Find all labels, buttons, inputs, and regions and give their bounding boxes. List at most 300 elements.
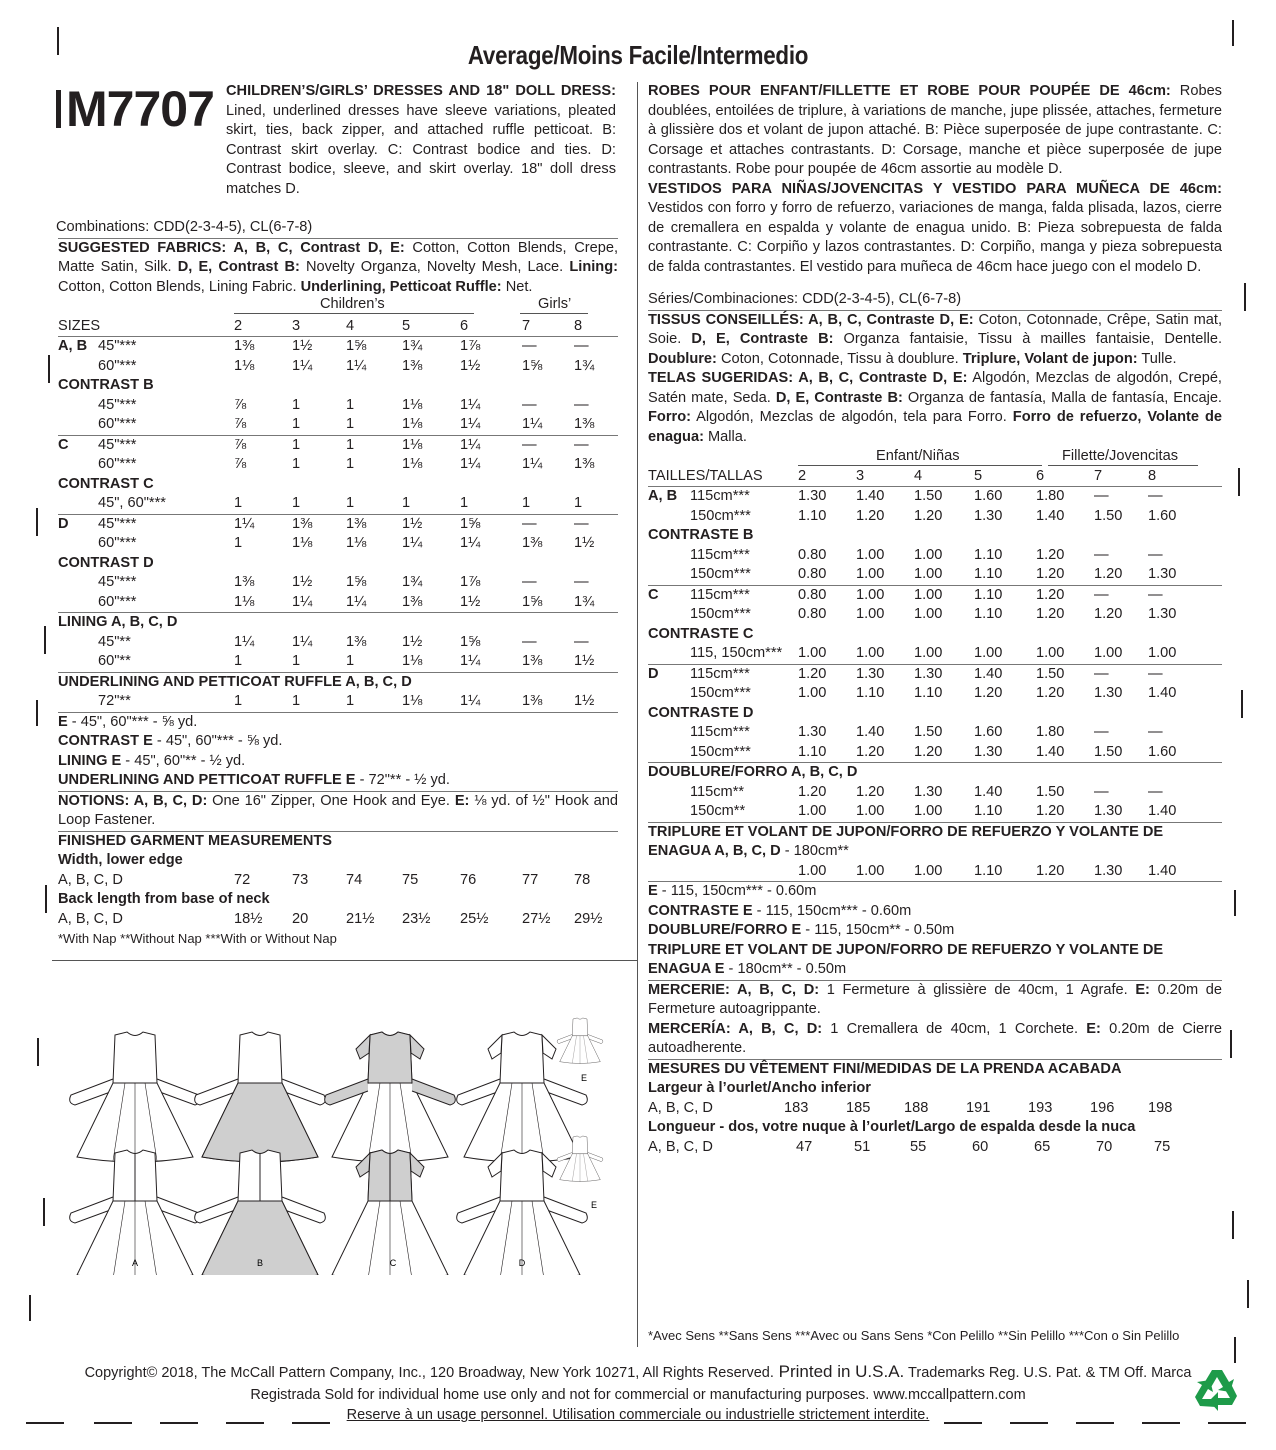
- row-heading: DOUBLURE/FORRO A, B, C, D: [648, 762, 1222, 783]
- row-width: 115, 150cm***: [690, 645, 783, 661]
- cell-value: 1: [346, 396, 355, 413]
- group-children-label: Children’s: [320, 296, 385, 312]
- cell-value: 78: [574, 871, 591, 888]
- cell-value: —: [1094, 724, 1109, 740]
- cell-value: 1.00: [914, 803, 943, 819]
- cell-value: 1: [574, 495, 583, 511]
- cell-value: 1: [346, 416, 355, 432]
- table-row: [648, 743, 1222, 763]
- largeur-row: [648, 1099, 1222, 1119]
- cell-value: 1.30: [914, 783, 943, 800]
- cell-value: 1⅜: [346, 633, 367, 650]
- e-line: CONTRAST E - 45", 60"*** - ⅝ yd.: [58, 733, 283, 749]
- cell-value: 1.00: [1148, 645, 1177, 661]
- cell-value: 2: [798, 467, 807, 484]
- cell-value: 65: [1034, 1138, 1051, 1155]
- cell-value: 1.40: [856, 488, 885, 504]
- cell-value: 1.40: [856, 724, 885, 740]
- cell-value: 1⅝: [522, 593, 543, 610]
- footer-line-3: Reserve à un usage personnel. Utilisation commerciale ou industrielle strictement interdite.: [346, 1407, 930, 1423]
- cell-value: 1½: [574, 653, 595, 669]
- cell-value: 1.20: [1036, 566, 1065, 582]
- row-width: 115cm***: [690, 546, 750, 563]
- cell-value: 1.30: [974, 507, 1003, 524]
- cell-value: 1.40: [1036, 507, 1065, 524]
- row-view: D: [58, 515, 69, 532]
- back-view-a: [70, 1150, 201, 1275]
- table-row: [648, 644, 1222, 664]
- cell-value: 1.20: [1036, 546, 1065, 563]
- cell-value: 1: [346, 495, 355, 511]
- cell-value: 1.20: [1036, 862, 1065, 879]
- finished-measurements-title: FINISHED GARMENT MEASUREMENTS: [58, 831, 618, 852]
- cell-value: ⅞: [234, 416, 247, 432]
- cell-value: 1.30: [1094, 803, 1123, 819]
- cell-value: 1.00: [856, 546, 885, 563]
- table-row: [648, 664, 1222, 685]
- cell-value: —: [574, 633, 589, 650]
- table-row: [648, 862, 1222, 882]
- cell-value: ⅞: [234, 436, 247, 453]
- cell-value: 6: [460, 317, 469, 334]
- cell-value: 1¼: [234, 633, 255, 650]
- cell-value: 1.30: [974, 743, 1003, 760]
- cell-value: 1¼: [460, 416, 481, 432]
- cell-value: 1: [292, 416, 301, 432]
- cell-value: 1: [522, 495, 531, 511]
- cell-value: 73: [292, 871, 309, 888]
- cell-value: —: [1094, 546, 1109, 563]
- cell-value: 1.50: [914, 724, 943, 740]
- cell-value: 1.00: [974, 645, 1003, 661]
- row-width: 60"***: [98, 357, 137, 374]
- cell-value: 1: [234, 693, 243, 709]
- cell-value: 1¼: [402, 535, 423, 551]
- cell-value: —: [1148, 488, 1163, 504]
- cell-value: 1⅜: [522, 693, 543, 709]
- row-width: 115cm**: [690, 783, 745, 800]
- table-row: [58, 455, 618, 475]
- cell-value: 1⅛: [346, 535, 367, 551]
- cell-value: 1.00: [856, 645, 885, 661]
- cell-value: 1.50: [1094, 743, 1123, 760]
- cell-value: 1.40: [1036, 743, 1065, 760]
- cell-value: 191: [966, 1099, 991, 1116]
- cell-value: 1: [234, 653, 243, 669]
- cell-value: 1⅜: [346, 515, 367, 532]
- cell-value: 1¼: [522, 456, 543, 472]
- cell-value: 1.20: [914, 743, 943, 760]
- cell-value: 5: [974, 467, 983, 484]
- table-row: [58, 652, 618, 672]
- cell-value: 1.30: [856, 665, 885, 682]
- cell-value: 1: [402, 495, 411, 511]
- row-width: 115cm***: [690, 488, 750, 504]
- triplure-heading: TRIPLURE ET VOLANT DE JUPON/FORRO DE REFUERZO Y VOLANTE DE ENAGUA A, B, C, D - 180cm**: [648, 822, 1222, 862]
- front-view-c: [325, 1032, 456, 1163]
- table-row: [58, 336, 618, 357]
- cell-value: 1½: [460, 593, 481, 610]
- cell-value: 1.00: [856, 862, 885, 879]
- cell-value: 183: [784, 1099, 809, 1116]
- cell-value: 1⅛: [402, 396, 423, 413]
- width-label: Width, lower edge: [58, 852, 183, 868]
- cell-value: 1⅝: [522, 357, 543, 374]
- cell-value: 1.10: [974, 566, 1003, 582]
- cell-value: 1⅛: [234, 593, 255, 610]
- table-row: [58, 593, 618, 613]
- width-row: [58, 871, 618, 891]
- cell-value: 3: [292, 317, 301, 334]
- cell-value: 1: [292, 495, 301, 511]
- row-view: C: [58, 436, 69, 453]
- cell-value: 1.20: [1036, 606, 1065, 622]
- row-width: 45"***: [98, 436, 137, 453]
- cell-value: 1: [346, 653, 355, 669]
- cell-value: 1.30: [1148, 606, 1177, 622]
- table-row: [58, 633, 618, 653]
- cell-value: 2: [234, 317, 243, 334]
- cell-value: 1.00: [914, 606, 943, 622]
- pattern-bar: [56, 90, 61, 128]
- e-line: UNDERLINING AND PETTICOAT RUFFLE E - 72"** - ½ yd.: [58, 772, 450, 788]
- cell-value: 1½: [460, 357, 481, 374]
- cell-value: ⅞: [234, 456, 247, 472]
- cell-value: —: [522, 633, 537, 650]
- cell-value: 1¼: [460, 693, 481, 709]
- cell-value: —: [1148, 586, 1163, 603]
- cell-value: 0.80: [798, 606, 827, 622]
- cell-value: 1.80: [1036, 724, 1065, 740]
- row-view: D: [648, 665, 659, 682]
- e-line: LINING E - 45", 60"** - ½ yd.: [58, 752, 246, 769]
- cell-value: 1½: [292, 574, 313, 590]
- cell-value: 1.20: [798, 783, 827, 800]
- cell-value: 1.00: [856, 803, 885, 819]
- cell-value: 21½: [346, 910, 375, 927]
- cell-value: 1.10: [798, 507, 827, 524]
- e-metrage: [648, 881, 1222, 941]
- row-width: 150cm***: [690, 743, 751, 760]
- row-width: 150cm***: [690, 507, 751, 524]
- row-heading: LINING A, B, C, D: [58, 612, 618, 633]
- cell-value: 1.00: [798, 803, 827, 819]
- cell-value: 1.10: [974, 803, 1003, 819]
- cell-value: 1⅝: [346, 338, 367, 354]
- cell-value: —: [522, 515, 537, 532]
- cell-value: 1.60: [1148, 507, 1177, 524]
- cell-value: —: [574, 515, 589, 532]
- cell-value: 1.60: [974, 724, 1003, 740]
- cell-value: 1.00: [798, 685, 827, 701]
- cell-value: 20: [292, 910, 309, 927]
- cell-value: 198: [1148, 1099, 1173, 1116]
- cell-value: 1.00: [1036, 645, 1065, 661]
- cell-value: 27½: [522, 910, 551, 927]
- row-width: 150cm***: [690, 685, 751, 701]
- column-divider: [637, 82, 638, 1347]
- cell-value: 8: [1148, 467, 1157, 484]
- cell-value: 0.80: [798, 566, 827, 582]
- cell-value: 1¼: [292, 633, 313, 650]
- back-label-a: A: [131, 1258, 139, 1268]
- cell-value: 1.00: [914, 862, 943, 879]
- cell-value: —: [1148, 665, 1163, 682]
- row-width: 45"***: [98, 396, 137, 413]
- table-row: [58, 396, 618, 416]
- cell-value: —: [1148, 724, 1163, 740]
- cell-value: 60: [972, 1138, 989, 1155]
- cell-value: 1: [292, 396, 301, 413]
- cell-value: 23½: [402, 910, 431, 927]
- cell-value: 1: [346, 456, 355, 472]
- cell-value: 0.80: [798, 586, 827, 603]
- cell-value: 77: [522, 871, 539, 888]
- cell-value: 47: [796, 1138, 813, 1155]
- cell-value: 75: [402, 871, 419, 888]
- cell-value: 1: [346, 436, 355, 453]
- cell-value: —: [1148, 783, 1163, 800]
- mesures-title: MESURES DU VÊTEMENT FINI/MEDIDAS DE LA PRENDA ACABADA: [648, 1059, 1222, 1080]
- table-row: [648, 546, 1222, 566]
- group-fillette-label: Fillette/Jovencitas: [1062, 448, 1178, 464]
- cell-value: 1: [292, 436, 301, 453]
- cell-value: 1.50: [914, 488, 943, 504]
- cell-value: —: [1094, 586, 1109, 603]
- cell-value: 1¾: [402, 574, 423, 590]
- mercerie: MERCERIE: A, B, C, D: 1 Fermeture à glissière de 40cm, 1 Agrafe. E: 0.20m de Fermeture autoagrippante.: [648, 980, 1222, 1020]
- cell-value: 7: [1094, 467, 1103, 484]
- cell-value: 1.60: [1148, 743, 1177, 760]
- table-row: [648, 723, 1222, 743]
- row-view: A, B: [58, 338, 88, 354]
- cell-value: 1.20: [1094, 606, 1123, 622]
- yardage-table-en: [58, 317, 618, 712]
- cell-value: 1.20: [914, 507, 943, 524]
- table-row: [648, 605, 1222, 625]
- cell-value: 1⅜: [234, 574, 255, 590]
- cell-value: 51: [854, 1138, 871, 1155]
- row-width: 45", 60"***: [98, 495, 166, 511]
- cell-value: —: [1094, 488, 1109, 504]
- cell-value: 1¾: [574, 593, 595, 610]
- cell-value: 5: [402, 317, 411, 334]
- cell-value: 1¼: [460, 535, 481, 551]
- cell-value: 1⅝: [460, 633, 481, 650]
- combinations: Combinations: CDD(2-3-4-5), CL(6-7-8): [56, 219, 313, 235]
- cell-value: 1⅜: [402, 357, 423, 374]
- yardage-table-fr: [648, 467, 1222, 822]
- table-row: [58, 435, 618, 456]
- cell-value: 1⅛: [402, 456, 423, 472]
- table-row: [58, 357, 618, 377]
- cell-value: 1.30: [1094, 862, 1123, 879]
- cell-value: 1¼: [460, 436, 481, 453]
- cell-value: 1.80: [1036, 488, 1065, 504]
- back-label-b: B: [256, 1258, 264, 1268]
- cell-value: 3: [856, 467, 865, 484]
- right-column: [648, 82, 1222, 1157]
- suggested-fabrics: SUGGESTED FABRICS: A, B, C, Contrast D, E: Cotton, Cotton Blends, Crepe, Matte Satin, Silk. D, E, Contrast B: Novelty Organza, Novelty Mesh, Lace. Lining: Cotton, Cotton Blends, Lining Fabric. Underlining, Petticoat Ruffle: Net.: [58, 238, 618, 298]
- cell-value: 1.40: [1148, 803, 1177, 819]
- row-width: 72"**: [98, 693, 131, 709]
- group-girls-label: Girls’: [538, 296, 572, 312]
- cell-value: 1.20: [1036, 586, 1065, 603]
- cell-value: 1½: [402, 633, 423, 650]
- cell-value: 1: [234, 495, 243, 511]
- tissus-conseilles: TISSUS CONSEILLÉS: A, B, C, Contraste D, E: Coton, Cotonnade, Crêpe, Satin mat, Soie. D, E, Contraste B: Organza fantaisie, Tissu à mailles fantaisie, Dentelle. Doublure: Coton, Cotonnade, Tissu à doublure. Triplure, Volant de jupon: Tulle.: [648, 310, 1222, 370]
- pattern-number: M7707: [66, 81, 214, 137]
- nap-legend: *With Nap **Without Nap ***With or Without Nap: [58, 931, 337, 946]
- cell-value: 1.20: [1036, 803, 1065, 819]
- table-row: [58, 692, 618, 712]
- longueur-label: Longueur - dos, votre nuque à l’ourlet/Largo de espalda desde la nuca: [648, 1119, 1136, 1135]
- cell-value: 1¼: [292, 357, 313, 374]
- row-width: 115cm***: [690, 586, 750, 603]
- triplure-e: TRIPLURE ET VOLANT DE JUPON/FORRO DE REFUERZO Y VOLANTE DE ENAGUA E - 180cm** - 0.50m: [648, 941, 1164, 977]
- cell-value: 1.00: [856, 586, 885, 603]
- e-line: E - 115, 150cm*** - 0.60m: [648, 881, 1222, 902]
- cell-value: 7: [522, 317, 531, 334]
- cell-value: 70: [1096, 1138, 1113, 1155]
- table-row: [648, 486, 1222, 507]
- cell-value: 1⅜: [574, 416, 595, 432]
- cell-value: 1¼: [292, 593, 313, 610]
- cell-value: 1¼: [346, 357, 367, 374]
- row-heading: CONTRAST B: [58, 377, 154, 393]
- row-heading: CONTRASTE C: [648, 625, 754, 642]
- cell-value: 1¼: [234, 515, 255, 532]
- cell-value: 1⅝: [346, 574, 367, 590]
- cell-value: 1.00: [914, 586, 943, 603]
- row-heading: CONTRAST D: [58, 554, 154, 571]
- cell-value: —: [574, 574, 589, 590]
- cell-value: —: [1094, 665, 1109, 682]
- cell-value: 1⅜: [574, 456, 595, 472]
- cell-value: 196: [1090, 1099, 1115, 1116]
- cell-value: 1.40: [1148, 862, 1177, 879]
- cell-value: 1⅜: [234, 338, 255, 354]
- row-heading: CONTRASTE B: [648, 527, 754, 543]
- cell-value: 1.00: [856, 566, 885, 582]
- cell-value: 1½: [574, 693, 595, 709]
- cell-value: 1.20: [856, 783, 885, 800]
- table-row: A, B, C, D 18½ 20 21½ 23½ 25½ 27½ 29½: [58, 910, 618, 930]
- cell-value: 1.20: [798, 665, 827, 682]
- sizes-row: [648, 467, 1222, 487]
- size-group-header-fr: [648, 447, 1222, 467]
- cell-value: 1.20: [974, 685, 1003, 701]
- table-row: [648, 507, 1222, 527]
- cell-value: 6: [1036, 467, 1045, 484]
- cell-value: 25½: [460, 910, 489, 927]
- cell-value: 8: [574, 317, 583, 334]
- cell-value: —: [1148, 546, 1163, 563]
- back-view-c: [332, 1150, 448, 1275]
- table-row: [648, 684, 1222, 704]
- cell-value: 1¼: [346, 593, 367, 610]
- front-view-a: [70, 1032, 201, 1163]
- cell-value: 1⅜: [522, 535, 543, 551]
- cell-value: 1⅜: [522, 653, 543, 669]
- table-row: [58, 514, 618, 535]
- cell-value: 1.40: [974, 665, 1003, 682]
- table-row: A, B, C, D 47 51 55 60 65 70 75: [648, 1138, 1222, 1158]
- cell-value: 1.60: [974, 488, 1003, 504]
- footer-line-2: Registrada Sold for individual home use only and not for commercial or manufacturing purposes. www.mccallpattern.com: [250, 1387, 1026, 1403]
- row-width: 115cm***: [690, 724, 750, 740]
- row-heading: UNDERLINING AND PETTICOAT RUFFLE A, B, C, D: [58, 672, 618, 693]
- cell-value: —: [522, 436, 537, 453]
- cell-value: 29½: [574, 910, 603, 927]
- e-yardage: [58, 712, 618, 791]
- cell-value: 76: [460, 871, 477, 888]
- cell-value: 1.40: [1148, 685, 1177, 701]
- group-enfant-label: Enfant/Niñas: [876, 448, 960, 464]
- cell-value: 1.00: [798, 645, 827, 661]
- table-row: [648, 565, 1222, 585]
- intro-french: ROBES POUR ENFANT/FILLETTE ET ROBE POUR POUPÉE DE 46cm: Robes doublées, entoilées de triplure, à variations de manche, jupe plissée, attaches, fermeture à glissière dos et volant de jupon attaché. B: Pièce superposée de jupe contrastante. C: Corsage et attaches contrastants. D: Corsage, manche et pièce superposée de jupe contrastants. Robe pour poupée de 46cm assortie au modèle D.: [648, 83, 1222, 177]
- cell-value: 1⅛: [402, 693, 423, 709]
- cell-value: 1.50: [1036, 665, 1065, 682]
- cell-value: 4: [914, 467, 923, 484]
- cell-value: 0.80: [798, 546, 827, 563]
- telas-sugeridas: TELAS SUGERIDAS: A, B, C, Contraste D, E: Algodón, Mezclas de algodón, Crepé, Satén mate, Seda. D, E, Contraste B: Organza de fantasía, Malla de fantasía, Encaje. Forro: Algodón, Mezclas de algodón, tela para Forro. Forro de refuerzo, Volante de enagua: Malla.: [648, 370, 1222, 445]
- cell-value: 18½: [234, 910, 263, 927]
- front-view-b: [195, 1032, 326, 1163]
- e-line: DOUBLURE/FORRO E - 115, 150cm** - 0.50m: [648, 922, 955, 938]
- cell-value: —: [574, 396, 589, 413]
- cell-value: 1¾: [574, 357, 595, 374]
- cell-value: 1: [234, 535, 243, 551]
- cell-value: 1½: [292, 338, 313, 354]
- back-label-c: C: [389, 1258, 397, 1268]
- back-length-label: Back length from base of neck: [58, 891, 270, 907]
- cell-value: 1: [292, 653, 301, 669]
- cell-value: 1.10: [974, 546, 1003, 563]
- row-heading: CONTRASTE D: [648, 704, 754, 721]
- row-width: 150cm***: [690, 606, 751, 622]
- row-width: 45"***: [98, 574, 137, 590]
- cell-value: 1.20: [1036, 685, 1065, 701]
- front-view-e: [557, 1018, 603, 1064]
- row-view: A, B: [648, 488, 678, 504]
- cell-value: 1⅛: [402, 416, 423, 432]
- cell-value: 74: [346, 871, 363, 888]
- row-width: 45"**: [98, 633, 131, 650]
- cell-value: 1⅞: [460, 574, 481, 590]
- row-width: 60"***: [98, 593, 137, 610]
- cell-value: 1⅛: [292, 535, 313, 551]
- cell-value: 1.10: [798, 743, 827, 760]
- table-row: [58, 415, 618, 435]
- table-row: [58, 573, 618, 593]
- cell-value: 1⅜: [292, 515, 313, 532]
- notions: NOTIONS: A, B, C, D: One 16" Zipper, One Hook and Eye. E: ⅛ yd. of ½" Hook and Loop Fastener.: [58, 791, 618, 831]
- table-row: [648, 783, 1222, 803]
- table-row: A, B, C, D 183 185 188 191 193 196 198: [648, 1099, 1222, 1119]
- cell-value: 1½: [574, 535, 595, 551]
- row-width: 60"***: [98, 456, 137, 472]
- cell-value: 1: [346, 693, 355, 709]
- cell-value: —: [1094, 783, 1109, 800]
- table-row: [648, 802, 1222, 822]
- table-row: [648, 585, 1222, 606]
- cell-value: —: [522, 396, 537, 413]
- cell-value: —: [522, 338, 537, 354]
- merceria: MERCERÍA: A, B, C, D: 1 Cremallera de 40cm, 1 Corchete. E: 0.20m de Cierre autoadherente.: [648, 1020, 1222, 1056]
- cell-value: 75: [1154, 1138, 1171, 1155]
